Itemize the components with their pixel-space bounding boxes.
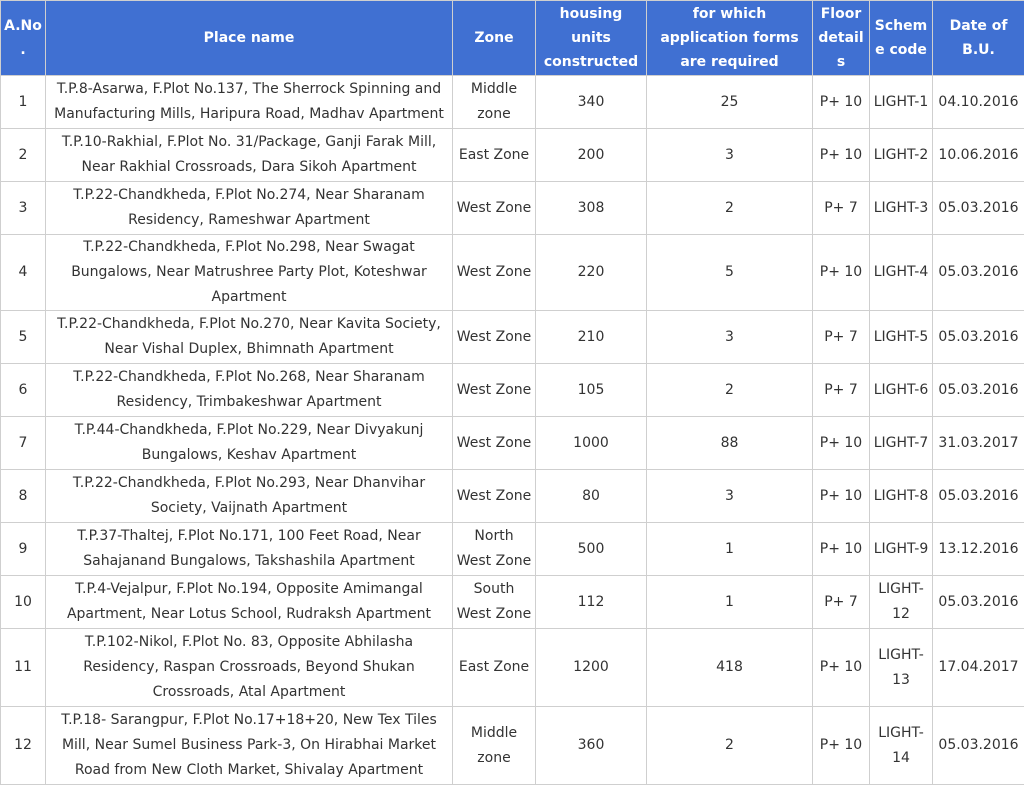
cell-forms: 5 xyxy=(647,235,813,311)
cell-scheme: LIGHT-1 xyxy=(870,76,933,129)
table-row xyxy=(1,707,1024,785)
cell-no: 7 xyxy=(1,417,46,470)
table-row xyxy=(1,235,1024,311)
cell-forms: 2 xyxy=(647,707,813,785)
cell-scheme: LIGHT-3 xyxy=(870,182,933,235)
cell-date: 05.03.2016 xyxy=(933,470,1024,523)
cell-zone: North West Zone xyxy=(453,523,536,576)
cell-floor: P+ 7 xyxy=(813,576,870,629)
cell-no: 8 xyxy=(1,470,46,523)
cell-scheme: LIGHT-7 xyxy=(870,417,933,470)
cell-no: 4 xyxy=(1,235,46,311)
cell-date: 13.12.2016 xyxy=(933,523,1024,576)
cell-place: T.P.22-Chandkheda, F.Plot No.268, Near Sharanam Residency, Trimbakeshwar Apartment xyxy=(46,364,453,417)
cell-floor: P+ 10 xyxy=(813,470,870,523)
cell-place: T.P.22-Chandkheda, F.Plot No.274, Near Sharanam Residency, Rameshwar Apartment xyxy=(46,182,453,235)
table-row xyxy=(1,629,1024,707)
cell-zone: West Zone xyxy=(453,311,536,364)
cell-floor: P+ 10 xyxy=(813,129,870,182)
cell-forms: 2 xyxy=(647,182,813,235)
cell-units: 500 xyxy=(536,523,647,576)
cell-units: 360 xyxy=(536,707,647,785)
cell-place: T.P.18- Sarangpur, F.Plot No.17+18+20, New Tex Tiles Mill, Near Sumel Business Park-3, On Hirabhai Market Road from New Cloth Market, Shivalay Apartment xyxy=(46,707,453,785)
cell-units: 1200 xyxy=(536,629,647,707)
cell-zone: Middle zone xyxy=(453,707,536,785)
cell-units: 200 xyxy=(536,129,647,182)
header-forms: for which application forms are required xyxy=(647,1,813,76)
cell-zone: West Zone xyxy=(453,364,536,417)
cell-floor: P+ 10 xyxy=(813,523,870,576)
cell-floor: P+ 7 xyxy=(813,182,870,235)
table-row xyxy=(1,417,1024,470)
cell-zone: West Zone xyxy=(453,417,536,470)
cell-no: 6 xyxy=(1,364,46,417)
cell-units: 220 xyxy=(536,235,647,311)
cell-place: T.P.44-Chandkheda, F.Plot No.229, Near Divyakunj Bungalows, Keshav Apartment xyxy=(46,417,453,470)
cell-no: 12 xyxy=(1,707,46,785)
table-row xyxy=(1,364,1024,417)
cell-floor: P+ 10 xyxy=(813,76,870,129)
cell-date: 05.03.2016 xyxy=(933,364,1024,417)
cell-units: 105 xyxy=(536,364,647,417)
cell-scheme: LIGHT-13 xyxy=(870,629,933,707)
cell-forms: 418 xyxy=(647,629,813,707)
cell-zone: West Zone xyxy=(453,235,536,311)
cell-no: 10 xyxy=(1,576,46,629)
cell-scheme: LIGHT-6 xyxy=(870,364,933,417)
cell-floor: P+ 10 xyxy=(813,417,870,470)
cell-date: 31.03.2017 xyxy=(933,417,1024,470)
header-date: Date of B.U. xyxy=(933,1,1024,76)
header-place: Place name xyxy=(46,1,453,76)
cell-no: 1 xyxy=(1,76,46,129)
cell-units: 1000 xyxy=(536,417,647,470)
cell-place: T.P.22-Chandkheda, F.Plot No.298, Near Swagat Bungalows, Near Matrushree Party Plot, Koteshwar Apartment xyxy=(46,235,453,311)
cell-floor: P+ 7 xyxy=(813,311,870,364)
table-row xyxy=(1,182,1024,235)
cell-zone: West Zone xyxy=(453,470,536,523)
cell-place: T.P.10-Rakhial, F.Plot No. 31/Package, Ganji Farak Mill, Near Rakhial Crossroads, Dara Sikoh Apartment xyxy=(46,129,453,182)
cell-floor: P+ 10 xyxy=(813,235,870,311)
cell-place: T.P.22-Chandkheda, F.Plot No.270, Near Kavita Society, Near Vishal Duplex, Bhimnath Apartment xyxy=(46,311,453,364)
header-scheme: Scheme code xyxy=(870,1,933,76)
header-row xyxy=(1,1,1024,76)
cell-place: T.P.8-Asarwa, F.Plot No.137, The Sherrock Spinning and Manufacturing Mills, Haripura Road, Madhav Apartment xyxy=(46,76,453,129)
cell-no: 11 xyxy=(1,629,46,707)
cell-place: T.P.4-Vejalpur, F.Plot No.194, Opposite Amimangal Apartment, Near Lotus School, Rudraksh Apartment xyxy=(46,576,453,629)
cell-floor: P+ 7 xyxy=(813,364,870,417)
cell-forms: 1 xyxy=(647,576,813,629)
cell-scheme: LIGHT-8 xyxy=(870,470,933,523)
cell-place: T.P.37-Thaltej, F.Plot No.171, 100 Feet Road, Near Sahajanand Bungalows, Takshashila Apartment xyxy=(46,523,453,576)
cell-scheme: LIGHT-9 xyxy=(870,523,933,576)
cell-no: 9 xyxy=(1,523,46,576)
cell-scheme: LIGHT-4 xyxy=(870,235,933,311)
cell-forms: 3 xyxy=(647,470,813,523)
cell-units: 308 xyxy=(536,182,647,235)
table-row xyxy=(1,129,1024,182)
cell-floor: P+ 10 xyxy=(813,707,870,785)
cell-units: 80 xyxy=(536,470,647,523)
cell-scheme: LIGHT-2 xyxy=(870,129,933,182)
table-row xyxy=(1,76,1024,129)
cell-scheme: LIGHT-14 xyxy=(870,707,933,785)
cell-zone: South West Zone xyxy=(453,576,536,629)
cell-scheme: LIGHT-12 xyxy=(870,576,933,629)
cell-zone: East Zone xyxy=(453,629,536,707)
cell-no: 2 xyxy=(1,129,46,182)
cell-forms: 1 xyxy=(647,523,813,576)
cell-forms: 25 xyxy=(647,76,813,129)
cell-zone: East Zone xyxy=(453,129,536,182)
cell-floor: P+ 10 xyxy=(813,629,870,707)
cell-units: 112 xyxy=(536,576,647,629)
header-no: A.No. xyxy=(1,1,46,76)
cell-no: 3 xyxy=(1,182,46,235)
cell-zone: Middle zone xyxy=(453,76,536,129)
cell-date: 10.06.2016 xyxy=(933,129,1024,182)
cell-date: 05.03.2016 xyxy=(933,311,1024,364)
table-row xyxy=(1,576,1024,629)
header-units: housing units constructed xyxy=(536,1,647,76)
cell-date: 04.10.2016 xyxy=(933,76,1024,129)
cell-place: T.P.102-Nikol, F.Plot No. 83, Opposite Abhilasha Residency, Raspan Crossroads, Beyond Shukan Crossroads, Atal Apartment xyxy=(46,629,453,707)
cell-date: 05.03.2016 xyxy=(933,576,1024,629)
cell-forms: 88 xyxy=(647,417,813,470)
header-floor: Floor details xyxy=(813,1,870,76)
cell-date: 05.03.2016 xyxy=(933,182,1024,235)
table-row xyxy=(1,470,1024,523)
cell-date: 05.03.2016 xyxy=(933,707,1024,785)
cell-date: 17.04.2017 xyxy=(933,629,1024,707)
header-zone: Zone xyxy=(453,1,536,76)
cell-units: 340 xyxy=(536,76,647,129)
cell-units: 210 xyxy=(536,311,647,364)
cell-date: 05.03.2016 xyxy=(933,235,1024,311)
cell-no: 5 xyxy=(1,311,46,364)
cell-zone: West Zone xyxy=(453,182,536,235)
cell-forms: 2 xyxy=(647,364,813,417)
cell-forms: 3 xyxy=(647,129,813,182)
cell-forms: 3 xyxy=(647,311,813,364)
cell-place: T.P.22-Chandkheda, F.Plot No.293, Near Dhanvihar Society, Vaijnath Apartment xyxy=(46,470,453,523)
table-row xyxy=(1,311,1024,364)
cell-scheme: LIGHT-5 xyxy=(870,311,933,364)
table-row xyxy=(1,523,1024,576)
